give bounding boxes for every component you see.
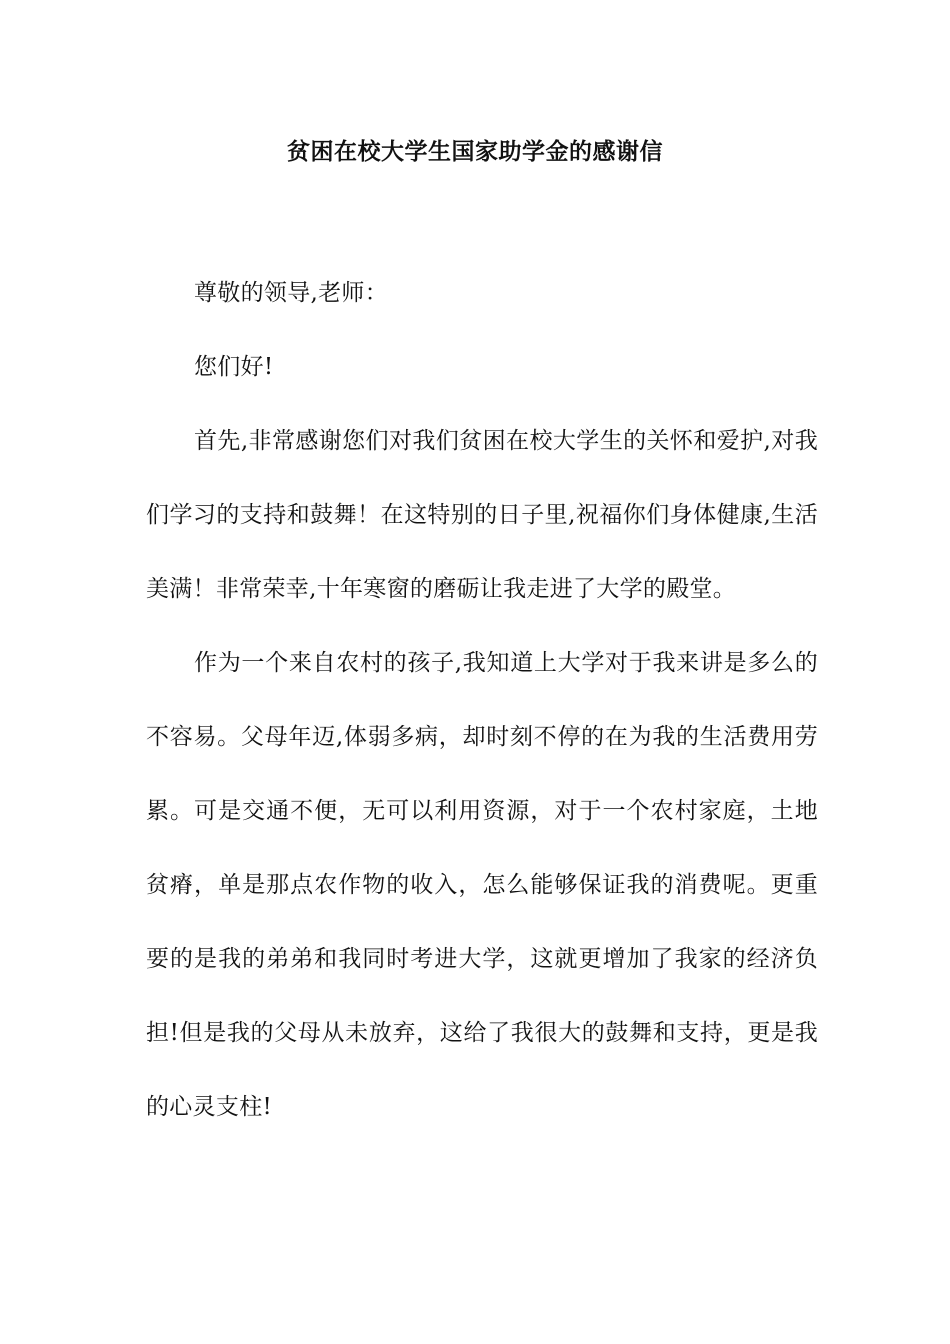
greeting: 您们好! <box>194 354 274 380</box>
salutation: 尊敬的领导,老师： <box>194 280 389 306</box>
page-title: 贫困在校大学生国家助学金的感谢信 <box>287 138 663 165</box>
paragraph-2: 作为一个来自农村的孩子,我知道上大学对于我来讲是多么的不容易。父母年迈,体弱多病，却时刻不停的在为我的生活费用劳累。可是交通不便，无可以利用资源，对于一个农村家庭，土地贫瘠，单是那点农作物的收入，怎么能够保证我的消费呢。更重要的是我的弟弟和我同时考进大学，这就更增加了我家的经济负担!但是我的父母从未放弃，这给了我很大的鼓舞和支持，更是我的心灵支柱! <box>146 650 818 1120</box>
paragraph-1: 首先,非常感谢您们对我们贫困在校大学生的关怀和爱护,对我们学习的支持和鼓舞！在这特别的日子里,祝福你们身体健康,生活美满！非常荣幸,十年寒窗的磨砺让我走进了大学的殿堂。 <box>146 428 818 602</box>
letter-body <box>146 256 818 1144</box>
